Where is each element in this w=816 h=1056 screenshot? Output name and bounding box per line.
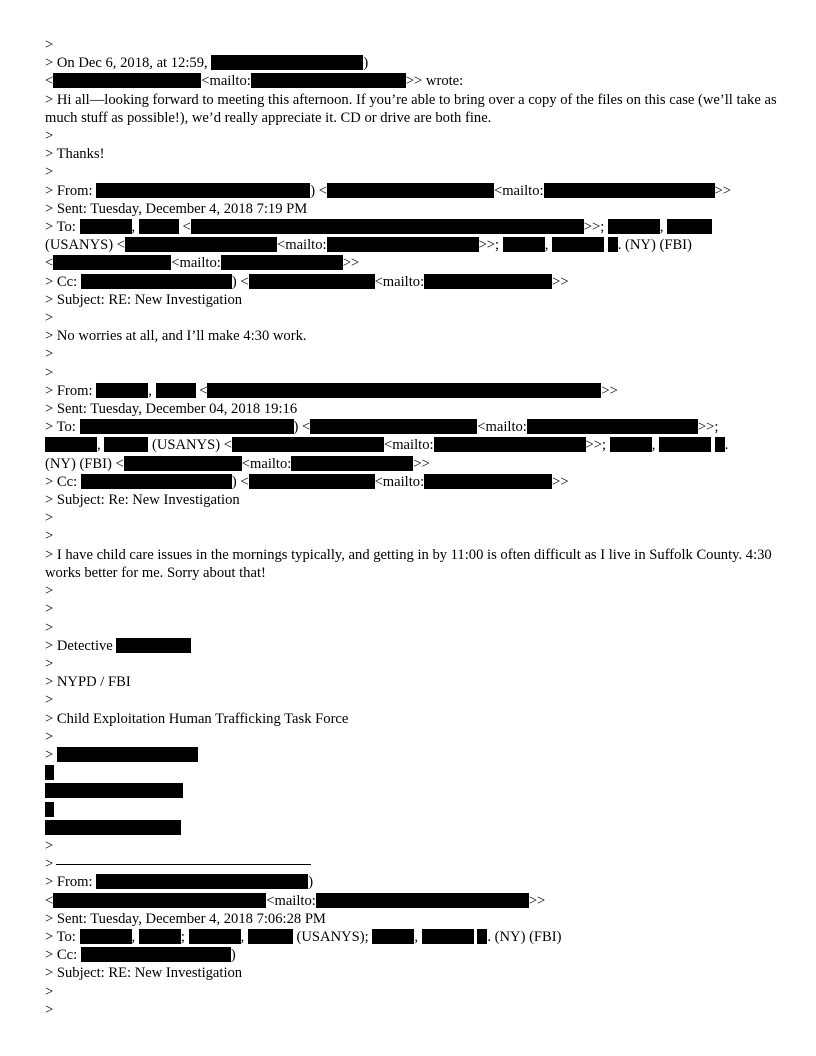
header-text: <mailto: — [374, 473, 425, 490]
message-paragraph: > Hi all—looking forward to meeting this afternoon. If you’re able to bring over a copy of the files on this case (we’ll take as much stuff as possible!), we’d really appreciate it. CD or drive are both fine. — [45, 91, 777, 126]
redaction-box — [608, 237, 618, 252]
header-label: > To: — [45, 419, 76, 436]
header-label: > Cc: — [45, 473, 78, 490]
redaction-box — [667, 219, 712, 234]
redaction-box — [45, 820, 181, 835]
from-line — [45, 382, 785, 400]
redaction-box — [124, 456, 242, 471]
email-thread-page — [45, 36, 785, 1019]
cc-line — [45, 273, 785, 291]
header-text: , — [97, 437, 101, 454]
header-text: <mailto: — [277, 237, 327, 254]
reply-header-text: <mailto: — [201, 73, 251, 90]
redaction-box — [191, 219, 584, 234]
redaction-box — [316, 893, 529, 908]
reply-header-line — [45, 54, 785, 72]
header-text: (USANYS); — [296, 928, 369, 945]
redaction-box — [81, 947, 231, 962]
redaction-box — [116, 638, 191, 653]
header-text: >> — [342, 255, 360, 272]
redaction-box — [249, 274, 375, 289]
subject-line: > Subject: RE: New Investigation — [45, 291, 243, 308]
header-text: >> — [714, 182, 732, 199]
quote-line: > — [45, 728, 54, 745]
to-line — [45, 254, 785, 272]
header-text: >> — [552, 273, 569, 290]
redaction-box — [81, 274, 232, 289]
redaction-box — [96, 183, 310, 198]
redaction-box — [125, 237, 277, 252]
redaction-box — [45, 437, 97, 452]
header-text: < — [199, 382, 208, 399]
header-text: ) < — [231, 273, 249, 290]
to-line — [45, 436, 785, 454]
header-text: (USANYS) < — [151, 437, 232, 454]
header-text: , — [148, 382, 152, 399]
separator-text: > — [45, 856, 54, 873]
header-text: >> — [552, 473, 569, 490]
header-label: > From: — [45, 382, 93, 399]
redaction-box — [80, 419, 294, 434]
redaction-box — [552, 237, 604, 252]
header-label: > Cc: — [45, 947, 78, 964]
from-line — [45, 182, 785, 200]
reply-header-text: >> wrote: — [405, 73, 464, 90]
to-line — [45, 236, 785, 254]
to-line — [45, 218, 785, 236]
redaction-box — [527, 419, 698, 434]
subject-line: > Subject: Re: New Investigation — [45, 492, 240, 509]
header-text: . (NY) (FBI) — [617, 237, 692, 254]
redaction-box — [53, 255, 171, 270]
quote-line: > — [45, 619, 54, 636]
redaction-box — [372, 929, 414, 944]
redaction-box — [310, 419, 477, 434]
header-text: , — [131, 928, 136, 945]
signature-line — [45, 637, 785, 655]
from-line — [45, 892, 785, 910]
header-label: > Cc: — [45, 273, 78, 290]
sent-line: > Sent: Tuesday, December 04, 2018 19:16 — [45, 401, 298, 418]
redaction-box — [139, 929, 181, 944]
quote-line: > — [45, 655, 54, 672]
redaction-box — [156, 383, 196, 398]
to-line — [45, 928, 785, 946]
redaction-box — [80, 929, 132, 944]
redaction-box — [251, 73, 406, 88]
redaction-box — [207, 383, 601, 398]
redaction-box — [189, 929, 241, 944]
redacted-line — [45, 782, 785, 800]
quote-line: > Thanks! — [45, 146, 105, 163]
header-text: < — [45, 255, 54, 272]
message-body-line: > No worries at all, and I’ll make 4:30 work. — [45, 328, 307, 345]
redaction-box — [81, 474, 232, 489]
redaction-box — [139, 219, 179, 234]
reply-header-text: ) — [363, 55, 369, 72]
redaction-box — [221, 255, 343, 270]
signature-text: > Detective — [45, 637, 113, 654]
header-label: > To: — [45, 219, 76, 236]
redaction-box — [715, 437, 725, 452]
redacted-line — [45, 801, 785, 819]
header-text: . (NY) (FBI) — [487, 928, 562, 945]
quote-line: > — [45, 346, 54, 363]
quote-line: > — [45, 364, 54, 381]
quote-line: > — [45, 510, 54, 527]
header-text: ) < — [310, 182, 327, 199]
header-text: <mailto: — [383, 437, 434, 454]
header-text: <mailto: — [241, 455, 292, 472]
header-text: (NY) (FBI) < — [45, 455, 124, 472]
sent-line: > Sent: Tuesday, December 4, 2018 7:19 PM — [45, 200, 308, 217]
redacted-line — [45, 764, 785, 782]
redaction-box — [291, 456, 413, 471]
redaction-box — [53, 893, 266, 908]
header-label: > From: — [45, 874, 93, 891]
reply-header-line — [45, 72, 785, 90]
quote-line: > — [45, 1001, 54, 1018]
header-text: < — [182, 219, 191, 236]
from-line — [45, 873, 785, 891]
header-text: ) — [230, 947, 236, 964]
header-text: >>; — [478, 237, 500, 254]
header-text: >>; — [583, 219, 605, 236]
redaction-box — [608, 219, 660, 234]
redaction-box — [104, 437, 148, 452]
header-text: >>; — [697, 419, 719, 436]
quote-line: > — [45, 601, 54, 618]
quote-line: > — [45, 37, 54, 53]
redaction-box — [96, 874, 308, 889]
redaction-box — [53, 73, 201, 88]
header-text: , — [240, 928, 245, 945]
redaction-box — [248, 929, 293, 944]
header-text: < — [45, 892, 54, 909]
header-label: > From: — [45, 182, 93, 199]
reply-header-text: > On Dec 6, 2018, at 12:59, — [45, 55, 208, 72]
header-text: (USANYS) < — [45, 237, 125, 254]
redaction-box — [477, 929, 487, 944]
header-text: , — [659, 219, 664, 236]
header-text: <mailto: — [374, 273, 425, 290]
redaction-box — [80, 219, 132, 234]
redaction-box — [96, 383, 148, 398]
quote-line: > — [45, 164, 54, 181]
header-text: >>; — [585, 437, 607, 454]
quote-line: > — [45, 583, 54, 600]
redaction-box — [503, 237, 545, 252]
header-text: , — [131, 219, 136, 236]
signature-line: > Child Exploitation Human Trafficking Task Force — [45, 710, 349, 727]
redaction-box — [544, 183, 715, 198]
quote-line: > — [45, 128, 54, 145]
signature-line: > NYPD / FBI — [45, 674, 131, 691]
header-text: <mailto: — [477, 419, 527, 436]
quote-line: > — [45, 528, 54, 545]
signature-text: > — [45, 746, 54, 763]
header-text: <mailto: — [171, 255, 221, 272]
header-text: ) < — [293, 419, 311, 436]
cc-line — [45, 946, 785, 964]
reply-header-text: < — [45, 73, 54, 90]
redaction-box — [327, 183, 494, 198]
header-text: <mailto: — [266, 892, 316, 909]
quote-line: > — [45, 310, 54, 327]
header-text: . — [724, 437, 729, 454]
redaction-box — [45, 765, 54, 780]
quote-line: > — [45, 692, 54, 709]
quote-line: > — [45, 837, 54, 854]
redaction-box — [249, 474, 375, 489]
redaction-box — [57, 747, 198, 762]
to-line — [45, 455, 785, 473]
header-text: >> — [528, 892, 546, 909]
header-label: > To: — [45, 928, 76, 945]
header-text: <mailto: — [493, 182, 544, 199]
redaction-box — [232, 437, 384, 452]
cc-line — [45, 473, 785, 491]
redaction-box — [327, 237, 479, 252]
header-text: ; — [180, 928, 185, 945]
to-line — [45, 418, 785, 436]
redacted-line — [45, 819, 785, 837]
sent-line: > Sent: Tuesday, December 4, 2018 7:06:28 PM — [45, 910, 326, 927]
header-text: , — [651, 437, 656, 454]
signature-line — [45, 746, 785, 764]
message-paragraph: > I have child care issues in the mornings typically, and getting in by 11:00 is often difficult as I live in Suffolk County. 4:30 works better for me. Sorry about that! — [45, 546, 772, 581]
redaction-box — [45, 783, 183, 798]
redaction-box — [211, 55, 363, 70]
horizontal-rule — [56, 864, 311, 865]
header-text: >> — [601, 382, 618, 399]
header-text: ) < — [231, 473, 249, 490]
redaction-box — [45, 802, 54, 817]
header-text: , — [414, 928, 419, 945]
redaction-box — [434, 437, 586, 452]
header-text: ) — [308, 874, 314, 891]
separator-line — [45, 855, 785, 873]
header-text: >> — [413, 455, 430, 472]
quote-line: > — [45, 983, 54, 1000]
header-text: , — [544, 237, 549, 254]
redaction-box — [424, 274, 552, 289]
redaction-box — [610, 437, 652, 452]
redaction-box — [424, 474, 552, 489]
redaction-box — [422, 929, 474, 944]
subject-line: > Subject: RE: New Investigation — [45, 965, 243, 982]
redaction-box — [659, 437, 711, 452]
